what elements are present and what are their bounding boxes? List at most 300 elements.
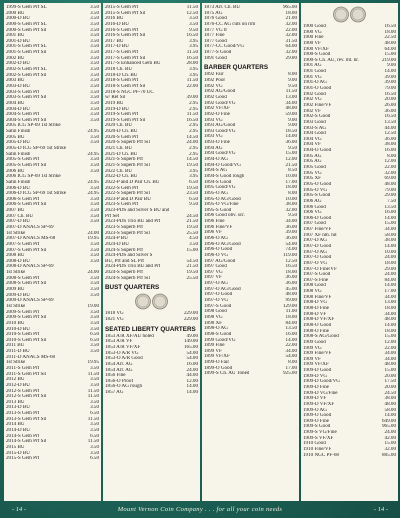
- item-price: 3.95: [189, 44, 198, 50]
- item-price: 14.00: [384, 69, 396, 75]
- item-price: 79.00: [384, 187, 396, 193]
- item-description: 1st Strike: [6, 230, 26, 236]
- item-price: 3.50: [189, 241, 198, 247]
- page-number-right: - 14 -: [373, 505, 388, 513]
- item-description: 1907-S Fine: [303, 277, 329, 283]
- item-price: 2.95: [189, 123, 198, 129]
- item-price: 49.00: [186, 333, 198, 339]
- item-description: 2023-PDS and Silver S BU and: [105, 208, 170, 214]
- item-description: Prf Set: [105, 213, 120, 219]
- item-price: 11.50: [186, 50, 198, 56]
- item-description: 2010-D BU: [6, 326, 30, 332]
- item-price: 48.00: [384, 401, 396, 407]
- item-description: 1908-S AG/Good: [303, 334, 339, 340]
- item-description: 1877-CC Good/VG: [204, 44, 245, 50]
- item-price: 23.50: [186, 191, 198, 197]
- item-description: 1894 AG: [204, 145, 223, 151]
- item-description: 1899 Fine: [204, 343, 225, 349]
- item-description: 1897 AG/Good: [204, 258, 236, 264]
- item-price: 18.00: [384, 29, 396, 35]
- item-description: 1907-O AG: [303, 249, 327, 255]
- item-price: 229.00: [183, 317, 198, 323]
- item-description: 1907 XF nm. hit: [303, 232, 337, 238]
- item-price: 34.00: [384, 311, 396, 317]
- item-price: 36.00: [285, 281, 297, 287]
- item-description: 2005 ICG SP-69 1st Strike: [6, 123, 61, 129]
- item-description: 1818 VG: [105, 311, 124, 317]
- item-price: 11.00: [285, 309, 297, 315]
- item-price: 8.00: [387, 153, 396, 159]
- item-price: 9.00: [288, 123, 297, 129]
- item-price: 39.00: [384, 80, 396, 86]
- item-price: 39.00: [384, 74, 396, 80]
- item-price: 14.00: [186, 390, 198, 396]
- item-price: 3.50: [90, 450, 99, 456]
- item-price: 12.00: [384, 339, 396, 345]
- item-description: 2017-S Enhanced Gem BU: [105, 61, 161, 67]
- item-description: 2015-S Gem Prf: [6, 456, 40, 462]
- item-price: 16.50: [285, 264, 297, 270]
- item-price: 165.00: [183, 344, 198, 350]
- item-description: 1904-O Good: [303, 148, 332, 154]
- list-item: [204, 371, 297, 377]
- item-price: 44.00: [186, 373, 198, 379]
- item-description: 1999-S Gem Prf SL: [6, 5, 47, 10]
- item-description: 1894 Good/VG: [204, 151, 236, 157]
- item-price: 16.50: [186, 55, 198, 61]
- item-price: 14.00: [285, 134, 297, 140]
- item-price: 14.00: [384, 243, 396, 249]
- item-price: 9.50: [288, 145, 297, 151]
- item-description: 1909 Fine/VF: [303, 351, 332, 357]
- item-price: 2.95: [189, 151, 198, 157]
- item-description: 2021-D Ch. BU: [105, 151, 138, 157]
- item-description: 1892 VF/XF: [204, 106, 230, 112]
- item-price: 17.00: [285, 179, 297, 185]
- item-description: 2021-S Superb Prf Sil: [105, 162, 150, 168]
- item-price: 2.95: [189, 146, 198, 152]
- footer-brand-text: Mount Vernon Coin Company . . . for all your coin needs: [117, 505, 283, 513]
- price-column-2: [103, 3, 200, 501]
- item-description: 1902 VF: [303, 108, 321, 114]
- item-description: 2005-D ICG SP-69 1st Strike: [6, 146, 66, 152]
- item-description: 2020 Ch. BU: [105, 123, 133, 129]
- item-price: 45.00: [285, 286, 297, 292]
- item-description: 1892 Good/VG: [204, 100, 236, 106]
- item-price: 9.50: [288, 83, 297, 89]
- item-description: 1905 AG: [303, 159, 322, 165]
- item-description: 2002-S Gem Prf Sil: [6, 72, 47, 78]
- item-price: 22.00: [186, 83, 198, 89]
- item-description: 1892 Poor: [204, 78, 226, 84]
- item-price: 3.50: [90, 134, 99, 140]
- item-price: 129.00: [282, 303, 297, 309]
- item-description: 2004-D BU: [6, 106, 30, 112]
- item-price: 24.00: [384, 430, 396, 436]
- item-price: 29.00: [285, 55, 297, 61]
- item-price: 3.50: [90, 72, 99, 78]
- item-description: 2018-S Gem Prf: [105, 78, 139, 84]
- item-description: 1873 Arr. Ch. BU: [204, 5, 241, 10]
- item-price: 24.95: [87, 179, 99, 185]
- item-price: 3.50: [90, 112, 99, 118]
- item-price: 3.50: [90, 213, 99, 219]
- item-description: 2003-D BU: [6, 83, 30, 89]
- item-price: 3.50: [90, 83, 99, 89]
- item-description: 1856-O AG rough: [105, 384, 143, 390]
- section-title-seated-liberty-quarters: SEATED LIBERTY QUARTERS: [105, 325, 196, 333]
- item-description: 1899-S Ch. AU Toned: [204, 371, 250, 377]
- item-price: 3.50: [189, 21, 198, 27]
- item-description: 1894-S AG: [204, 168, 228, 174]
- item-price: 24.95: [87, 151, 99, 157]
- item-price: 13.00: [384, 300, 396, 306]
- item-description: 1900 Good: [303, 24, 326, 29]
- item-description: 1908-O Good: [303, 322, 332, 328]
- item-description: 1898 XF: [204, 320, 222, 326]
- item-description: 1909-S VF/XF: [303, 435, 334, 441]
- item-price: 48.00: [384, 317, 396, 323]
- section-title-bust-quarters: BUST QUARTERS: [105, 284, 160, 292]
- item-price: 32.00: [384, 447, 396, 453]
- section-title-barber-quarters: BARBER QUARTERS: [204, 64, 269, 72]
- item-description: 2023-S Superb Prf Sil: [105, 230, 150, 236]
- item-description: 2001 BU: [6, 33, 25, 39]
- item-description: 1902 Fine/VF: [303, 102, 332, 108]
- item-price: 3.50: [90, 5, 99, 10]
- item-price: 119.00: [283, 252, 297, 258]
- item-price: 16.50: [384, 24, 396, 29]
- item-description: 2000 BU: [6, 10, 25, 16]
- item-price: 3.95: [189, 174, 198, 180]
- item-price: 965.00: [381, 424, 396, 430]
- item-description: 2016-S Gem Prf Sil: [105, 33, 146, 39]
- item-description: 1898-O AG: [204, 326, 228, 332]
- item-description: 2008-S Gem Prf: [6, 275, 40, 281]
- item-description: 2004-S Gem Prf: [6, 112, 40, 118]
- item-description: Satin Finish: [6, 179, 31, 185]
- item-description: Satin Finish: [6, 129, 31, 135]
- item-price: 36.00: [285, 140, 297, 146]
- item-description: 1909 VG: [303, 345, 322, 351]
- item-price: 48.00: [384, 362, 396, 368]
- item-price: 24.95: [87, 129, 99, 135]
- item-description: 1821 VG: [105, 317, 124, 323]
- item-price: 69.00: [384, 176, 396, 182]
- item-price: 16.00: [285, 331, 297, 337]
- item-description: 2013-S Gem Prf Sil: [6, 416, 47, 422]
- item-price: 24.00: [186, 367, 198, 373]
- item-price: 6.50: [189, 196, 198, 202]
- item-description: 1892 Good: [204, 94, 227, 100]
- item-price: 12.50: [285, 258, 297, 264]
- item-price: 3.50: [90, 219, 99, 225]
- item-price: 3.50: [90, 44, 99, 50]
- item-description: 1909-O AG: [303, 407, 327, 413]
- item-description: 1856 Fine: [105, 373, 126, 379]
- item-description: 1909-O Fine: [303, 418, 329, 424]
- item-price: 8.00: [288, 360, 297, 366]
- item-description: 2001-S Gem Prf SL: [6, 44, 47, 50]
- list-item: [105, 390, 198, 396]
- item-description: Satin Finish: [6, 151, 31, 157]
- item-price: 3.50: [90, 382, 99, 388]
- item-price: 3.50: [90, 95, 99, 101]
- item-price: 3.50: [90, 281, 99, 287]
- item-description: 1908-D VG: [303, 300, 328, 306]
- item-price: 36.00: [384, 136, 396, 142]
- item-description: 2008 BU: [6, 253, 25, 259]
- item-price: 74.00: [285, 247, 297, 253]
- item-description: 2011-S Gem Prf: [6, 366, 40, 371]
- item-price: 34.00: [285, 348, 297, 354]
- item-description: 1907-S Good: [303, 272, 331, 278]
- item-description: 1892-O Fine: [204, 111, 230, 117]
- item-description: 2011-D BU: [6, 349, 30, 355]
- item-description: 1853 A/R XF/AU holed: [105, 333, 154, 339]
- item-description: 1906 VG: [303, 210, 322, 216]
- item-description: 1905-S Good: [303, 193, 331, 199]
- item-description: 1st Strike: [6, 270, 26, 276]
- item-description: 2008-S Gem Prf Sil: [6, 281, 47, 287]
- price-list: [303, 24, 396, 458]
- item-price: 13.50: [285, 326, 297, 332]
- item-description: 1897-O Good: [204, 292, 233, 298]
- item-price: 3.50: [90, 10, 99, 16]
- item-price: 11.50: [285, 89, 297, 95]
- item-description: 1907 Good: [303, 221, 326, 227]
- item-description: 2006-D ICG SP-69 1st Strike: [6, 191, 66, 197]
- item-description: 1907-D Good: [303, 243, 332, 249]
- item-description: 1904 VG: [303, 136, 322, 142]
- item-price: 12.00: [285, 157, 297, 163]
- item-description: 2022-D Ch. BU: [105, 174, 138, 180]
- item-description: 1900 VG: [303, 29, 322, 35]
- item-description: 1897 VG: [204, 269, 223, 275]
- item-description: 2005-S Gem Prf Sil: [6, 162, 47, 168]
- item-description: 1900-S Good: [303, 52, 331, 58]
- item-description: 1909-S VG/Fine: [303, 430, 337, 436]
- item-description: 1906-D Good: [303, 215, 332, 221]
- item-price: 15.00: [384, 334, 396, 340]
- price-column-1: [4, 3, 101, 501]
- item-price: 3.50: [90, 117, 99, 123]
- item-price: 16.00: [186, 361, 198, 367]
- item-description: 2006-S Gem Prf: [6, 196, 40, 202]
- item-description: 1896 Fine: [204, 219, 225, 225]
- item-description: 1894-S Good rough: [204, 173, 245, 179]
- item-price: 9.00: [288, 117, 297, 123]
- item-description: 2019 BU: [105, 100, 124, 106]
- item-price: 54.00: [186, 356, 198, 362]
- item-price: 3.50: [90, 16, 99, 22]
- item-description: 1898 VG: [204, 314, 223, 320]
- item-price: 3.50: [90, 366, 99, 371]
- item-description: 1909-D Fine: [303, 385, 329, 390]
- item-description: 1907-D AG: [303, 238, 327, 244]
- item-description: 2021 Ch. BU: [105, 146, 133, 152]
- item-description: 1909-D VF: [303, 396, 327, 402]
- item-description: 1876-CC AG cuts on rim: [204, 21, 256, 27]
- item-price: 3.50: [90, 320, 99, 326]
- item-description: 1909 VF: [303, 356, 321, 362]
- item-description: 1853 A/R VF/XF: [105, 344, 141, 350]
- item-price: 24.00: [384, 255, 396, 261]
- item-description: 1854 Arr. AG: [105, 361, 133, 367]
- item-description: 2014-D BU: [6, 428, 30, 434]
- item-price: 16.50: [186, 33, 198, 39]
- item-description: 2009 BU: [6, 287, 25, 293]
- item-price: 3.50: [189, 16, 198, 22]
- item-description: 1853 A/R VF: [105, 339, 133, 345]
- item-price: 7.50: [387, 198, 396, 204]
- item-price: 29.00: [384, 193, 396, 199]
- item-price: 21.50: [186, 219, 198, 225]
- item-description: 1895-O AG/Good: [204, 196, 241, 202]
- item-description: 1896 VF: [204, 230, 222, 236]
- item-price: 13.00: [285, 94, 297, 100]
- item-price: 9.50: [288, 213, 297, 219]
- item-description: 2011 BU: [6, 343, 25, 349]
- item-description: 2003-S Gem Prf Sil: [6, 95, 47, 101]
- item-price: 64.00: [384, 46, 396, 52]
- item-price: 3.50: [90, 140, 99, 146]
- item-price: 10.00: [285, 196, 297, 202]
- item-description: 2023-P and D Pair BU: [105, 196, 151, 202]
- item-description: 2001-S Gem Prf Sil: [6, 50, 47, 56]
- item-description: 2005 BU: [6, 134, 25, 140]
- item-description: 1897-O VG: [204, 298, 229, 304]
- item-price: 24.00: [186, 140, 198, 146]
- item-description: 1902 Good: [303, 91, 326, 97]
- item-description: 1857 AG: [105, 390, 124, 396]
- item-price: 14.00: [384, 215, 396, 221]
- item-price: 6.50: [90, 332, 99, 338]
- item-price: 48.00: [285, 106, 297, 112]
- item-description: 2018-S Gem Prf Sil: [105, 83, 146, 89]
- item-price: 22.50: [384, 35, 396, 41]
- item-description: 2024-S Superb Prf: [105, 270, 143, 276]
- item-description: 2010-S Gem Prf: [6, 332, 40, 338]
- item-description: 2020-S Superb Prf Sil: [105, 140, 150, 146]
- item-price: 18.00: [285, 269, 297, 275]
- item-price: 48.00: [384, 181, 396, 187]
- item-description: 1896 Fine/VF: [204, 224, 233, 230]
- item-price: 64.00: [285, 44, 297, 50]
- item-price: 6.50: [189, 179, 198, 185]
- item-price: 20.00: [384, 373, 396, 379]
- price-list: [105, 334, 198, 396]
- item-description: 1st Strike: [6, 303, 26, 309]
- item-price: 17.50: [384, 379, 396, 385]
- item-description: 1907-O Fine/VF: [303, 266, 337, 272]
- item-price: 19.50: [186, 224, 198, 230]
- item-description: 2014 BU: [6, 422, 25, 428]
- item-description: 2016 BU: [105, 16, 124, 22]
- item-description: 2001-D BU: [6, 38, 30, 44]
- item-price: 54.00: [186, 350, 198, 356]
- item-description: 1900-S Ch. AU, rev. mt. hr.: [303, 57, 359, 63]
- item-description: 1900 VF/XF: [303, 46, 329, 52]
- item-description: 2014-S Gem Prf Sil: [6, 439, 47, 445]
- item-price: 18.00: [285, 10, 297, 16]
- item-description: 2011-D ANACS MS-68: [6, 354, 56, 360]
- item-description: 2011-S Gem Prf Sil: [6, 371, 47, 377]
- item-price: 4.50: [189, 236, 198, 242]
- item-description: 2022-P and D Pair Ch. BU: [105, 179, 160, 185]
- item-price: 3.95: [189, 72, 198, 78]
- item-description: 1909 Good: [303, 339, 326, 345]
- item-description: 1893-O Fine: [204, 140, 230, 146]
- item-price: 54.00: [285, 354, 297, 360]
- item-description: 2005-D BU: [6, 140, 30, 146]
- item-price: 34.00: [384, 227, 396, 233]
- item-description: 2012 BU: [6, 377, 25, 383]
- item-description: 2024-D BU: [105, 241, 129, 247]
- item-description: 2017-S Gem Prf Sil: [105, 55, 146, 61]
- item-description: 1899-O Fair: [204, 360, 230, 366]
- item-price: 39.00: [186, 95, 198, 101]
- item-price: 3.50: [90, 21, 99, 27]
- item-price: 24.00: [87, 230, 99, 236]
- item-price: 18.50: [285, 128, 297, 134]
- item-description: 1899 Good/VG: [204, 337, 236, 343]
- item-price: 18.00: [285, 314, 297, 320]
- item-price: 14.50: [186, 134, 198, 140]
- item-price: 48.00: [285, 292, 297, 298]
- quarter-coin-icon: [105, 292, 198, 311]
- item-price: 24.50: [186, 213, 198, 219]
- item-description: 1909-D VF/XF: [303, 401, 335, 407]
- item-description: 1900 VF: [303, 40, 321, 46]
- item-price: 20.00: [384, 97, 396, 103]
- item-price: 3.50: [90, 78, 99, 84]
- item-price: 12.00: [186, 378, 198, 384]
- item-price: 32.00: [285, 207, 297, 213]
- item-price: 16.50: [186, 117, 198, 123]
- item-price: 8.50: [288, 168, 297, 174]
- item-price: 885.00: [381, 452, 396, 458]
- item-price: 32.00: [285, 21, 297, 27]
- item-description: 2013-S Gem Prf: [6, 411, 40, 417]
- item-price: 34.00: [285, 100, 297, 106]
- item-price: 649.00: [381, 418, 396, 424]
- item-price: 18.00: [384, 306, 396, 312]
- item-description: 1901 VG: [303, 74, 322, 80]
- item-price: 36.00: [285, 275, 297, 281]
- item-description: 1899-O Good: [204, 365, 233, 371]
- item-description: 2012-S Gem Prf: [6, 388, 40, 394]
- item-description: 1908-O Fine: [303, 328, 329, 334]
- price-column-3: [202, 3, 299, 501]
- item-description: 1901 Good: [303, 69, 326, 75]
- item-price: 925.00: [282, 371, 297, 377]
- item-price: 14.00: [285, 337, 297, 343]
- item-price: 3.50: [90, 241, 99, 247]
- item-description: 1895 Good/VG: [204, 185, 236, 191]
- item-price: 11.50: [186, 78, 198, 84]
- item-description: 2018 Ch. BU: [105, 67, 133, 73]
- item-price: 22.00: [285, 343, 297, 349]
- item-description: 2003-S Gem Prf: [6, 89, 40, 95]
- item-price: 3.50: [90, 343, 99, 349]
- item-price: 9.50: [189, 202, 198, 208]
- item-description: 2021-S Superb Prf: [105, 157, 143, 163]
- item-price: 44.00: [384, 125, 396, 131]
- item-description: 2006 ICG SP-69 1st Strike: [6, 174, 61, 180]
- item-description: 1905 AG: [303, 153, 322, 159]
- item-description: 1856-O Proof: [105, 378, 134, 384]
